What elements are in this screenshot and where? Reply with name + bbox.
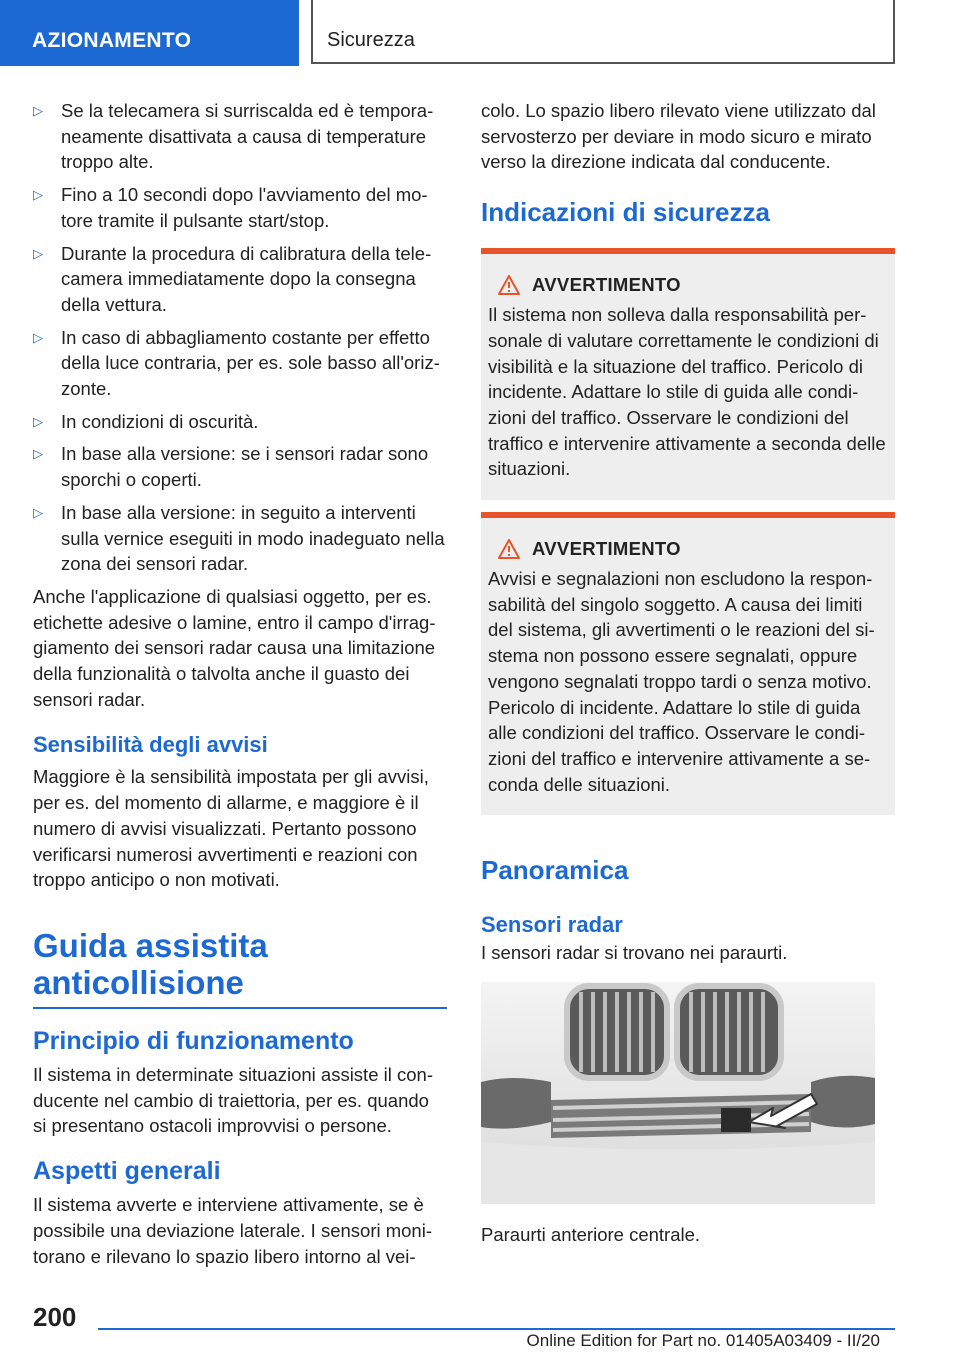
sensitivity-paragraph: Maggiore è la sensibilità impostata per gli avvisi, per es. del momento di allarme, e maggiore è il numero di avvisi visualizzati. Pertanto possono verificarsi numerosi avvertimenti e reazioni con troppo anticipo o non motivati. (33, 766, 429, 891)
warning-text: Il sistema non solleva dalla responsabilità personale di valutare correttamente le condizioni di visibilità e la situazione del traffico. Pericolo di incidente. Adattare lo stile di guida alle condizioni del traffico. Osservare le condizioni del traffico e intervenire attivamente a seconda delle situazioni. (488, 304, 886, 480)
list-item: ▷ Durante la procedura di calibratura della telecamera immediatamente dopo la consegna della vettura. (33, 242, 432, 315)
triangle-bullet-icon: ▷ (33, 504, 43, 520)
triangle-bullet-icon: ▷ (33, 187, 43, 203)
footer-edition: Online Edition for Part no. 01405A03409 - II/20 (526, 1331, 880, 1350)
overview-heading: Panoramica (481, 855, 629, 886)
list-item: ▷ In caso di abbagliamento costante per effetto della luce contraria, per es. sole basso all'orizzonte. (33, 326, 440, 400)
condition-list (33, 98, 447, 577)
warning-box (481, 512, 895, 815)
warning-box (481, 248, 895, 500)
principle-heading: Principio di funzionamento (33, 1026, 354, 1055)
radar-heading: Sensori radar (481, 912, 623, 938)
warning-triangle-icon (498, 275, 520, 295)
list-item: ▷ Se la telecamera si surriscalda ed è temporaneamente disattivata a causa di temperature troppo alte. (33, 100, 434, 173)
chapter-heading-line-2: anticollisione (33, 963, 244, 1001)
radar-paragraph: I sensori radar si trovano nei paraurti. (481, 942, 788, 964)
triangle-bullet-icon: ▷ (33, 245, 43, 261)
list-item: ▷ In condizioni di oscurità. (33, 409, 447, 435)
chapter-heading (33, 927, 447, 1001)
image-caption: Paraurti anteriore centrale. (481, 1224, 701, 1246)
warning-header (498, 538, 888, 560)
list-item: ▷ In base alla versione: in seguito a interventi sulla vernice eseguiti in modo inadeguato nella zona dei sensori radar. (33, 501, 445, 575)
triangle-bullet-icon: ▷ (33, 103, 43, 118)
footer-divider (98, 1328, 895, 1330)
chapter-tab: AZIONAMENTO (0, 0, 299, 66)
sensitivity-heading: Sensibilità degli avvisi (33, 732, 268, 758)
warning-header (498, 274, 888, 296)
triangle-bullet-icon: ▷ (33, 329, 43, 345)
warning-title: AVVERTIMENTO (532, 274, 681, 296)
general-paragraph: Il sistema avverte e interviene attivamente, se è possibile una deviazione laterale. I sensori monitorano e rilevano lo spazio libero intorno al vei- (33, 1194, 433, 1267)
warning-text: Avvisi e segnalazioni non escludono la responsabilità del singolo soggetto. A causa dei limiti del sistema, gli avvertimenti o le reazioni del sistema non possono essere segnalati, oppure vengono segnalati troppo tardi o senza motivo. Pericolo di incidente. Adattare lo stile di guida alle condizioni del traffico. Osservare le condizioni del traffico e intervenire attivamente a seconda delle situazioni. (488, 568, 875, 795)
left-column (33, 98, 447, 1269)
safety-heading: Indicazioni di sicurezza (481, 197, 770, 228)
page-number: 200 (33, 1302, 77, 1332)
principle-paragraph: Il sistema in determinate situazioni assiste il conducente nel cambio di traiettoria, per es. quando si presentano ostacoli improvvisi o persone. (33, 1063, 433, 1137)
bumper-photo (481, 982, 875, 1204)
front-bumper-illustration (481, 982, 875, 1204)
right-column (481, 98, 895, 1248)
triangle-bullet-icon: ▷ (33, 413, 43, 429)
warning-triangle-icon (498, 539, 520, 559)
continued-paragraph: colo. Lo spazio libero rilevato viene utilizzato dal servosterzo per deviare in modo sicuro e mirato verso la direzione indicata dal conducente. (481, 100, 876, 173)
warning-title: AVVERTIMENTO (532, 538, 681, 560)
radar-obstruction-paragraph: Anche l'applicazione di qualsiasi oggetto, per es. etichette adesive o lamine, entro il campo d'irraggiamento dei sensori radar causa una limitazione della funzionalità o talvolta anche il guasto dei sensori radar. (33, 585, 436, 710)
list-item: ▷ Fino a 10 secondi dopo l'avviamento del motore tramite il pulsante start/stop. (33, 184, 428, 231)
heading-divider (33, 1007, 447, 1009)
chapter-heading-line-1: Guida assistita (33, 926, 268, 964)
list-item: ▷ In base alla versione: se i sensori radar sono sporchi o coperti. (33, 443, 429, 491)
general-heading: Aspetti generali (33, 1157, 221, 1186)
section-title: Sicurezza (311, 0, 895, 64)
triangle-bullet-icon: ▷ (33, 446, 43, 462)
